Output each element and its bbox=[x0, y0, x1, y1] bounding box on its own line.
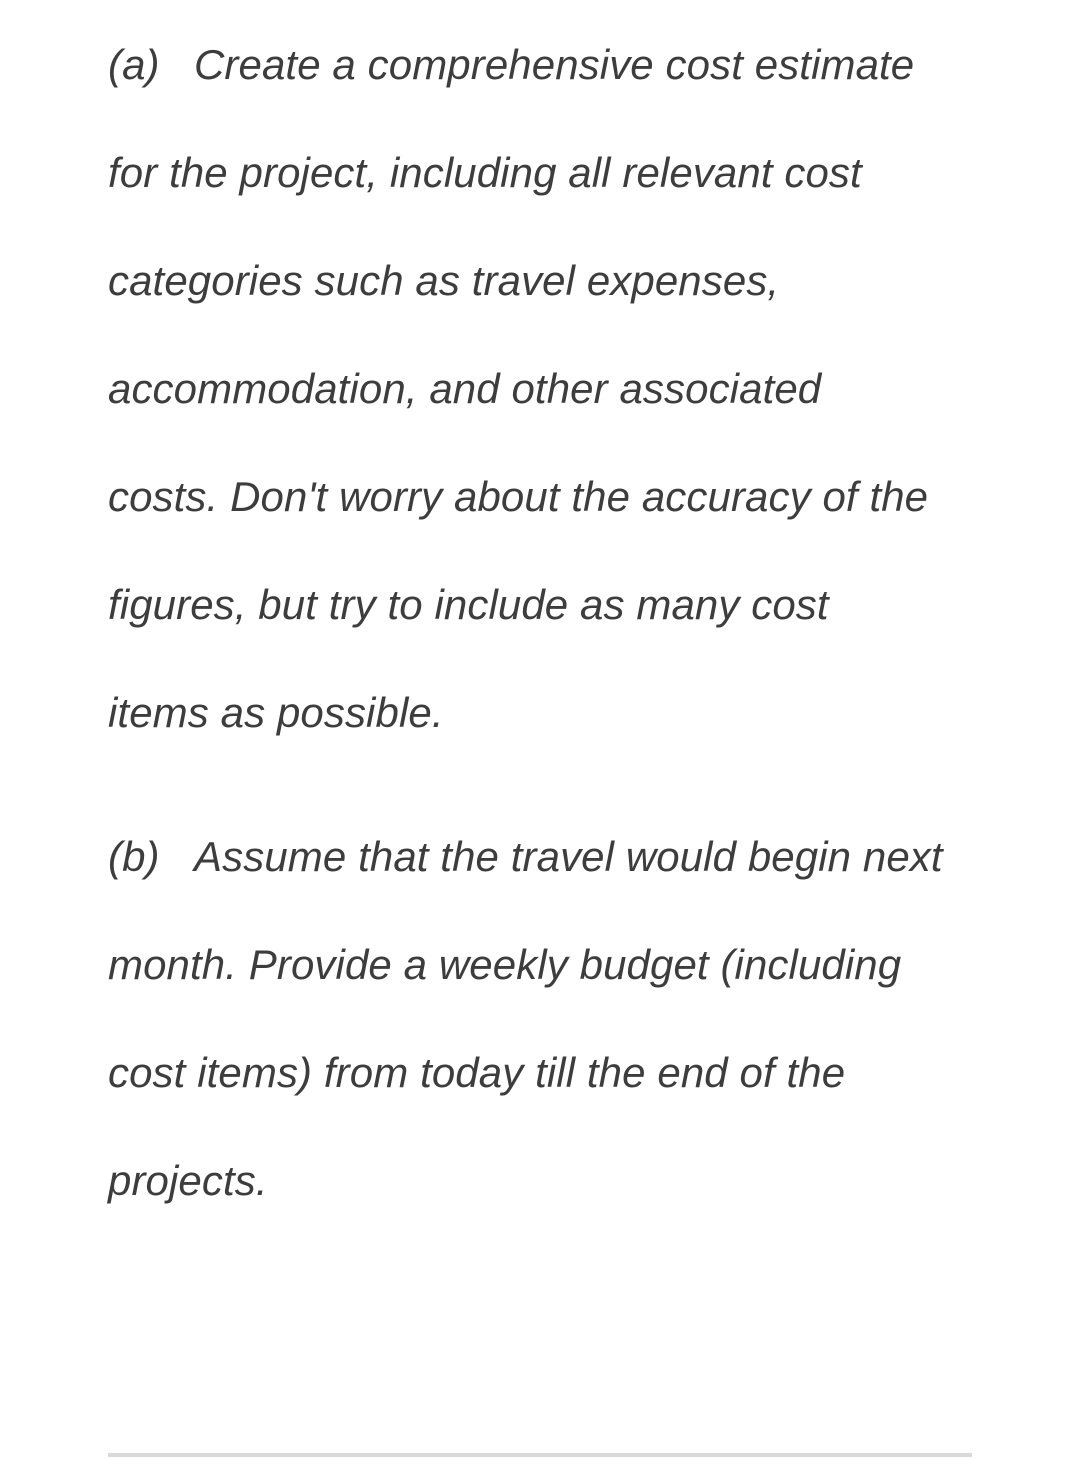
question-b-marker: (b) bbox=[108, 833, 160, 880]
question-b-line-4: projects. bbox=[108, 1157, 268, 1204]
question-a-line-1: (a) Create a comprehensive cost estimate bbox=[108, 37, 914, 93]
question-b-line-2: month. Provide a weekly budget (including bbox=[108, 941, 902, 988]
question-a-line-3: categories such as travel expenses, bbox=[108, 257, 780, 304]
question-a-line-2: for the project, including all relevant cost bbox=[108, 149, 862, 196]
bottom-divider bbox=[108, 1453, 972, 1457]
question-a-line-5: costs. Don't worry about the accuracy of the bbox=[108, 473, 929, 520]
question-b-line-1: (b) Assume that the travel would begin next bbox=[108, 829, 943, 885]
question-a-line-6: figures, but try to include as many cost bbox=[108, 581, 829, 628]
question-b-line-3: cost items) from today till the end of the bbox=[108, 1049, 846, 1096]
question-a-line-7: items as possible. bbox=[108, 689, 444, 736]
question-a-marker: (a) bbox=[108, 41, 160, 88]
question-a-line-4: accommodation, and other associated bbox=[108, 365, 822, 412]
